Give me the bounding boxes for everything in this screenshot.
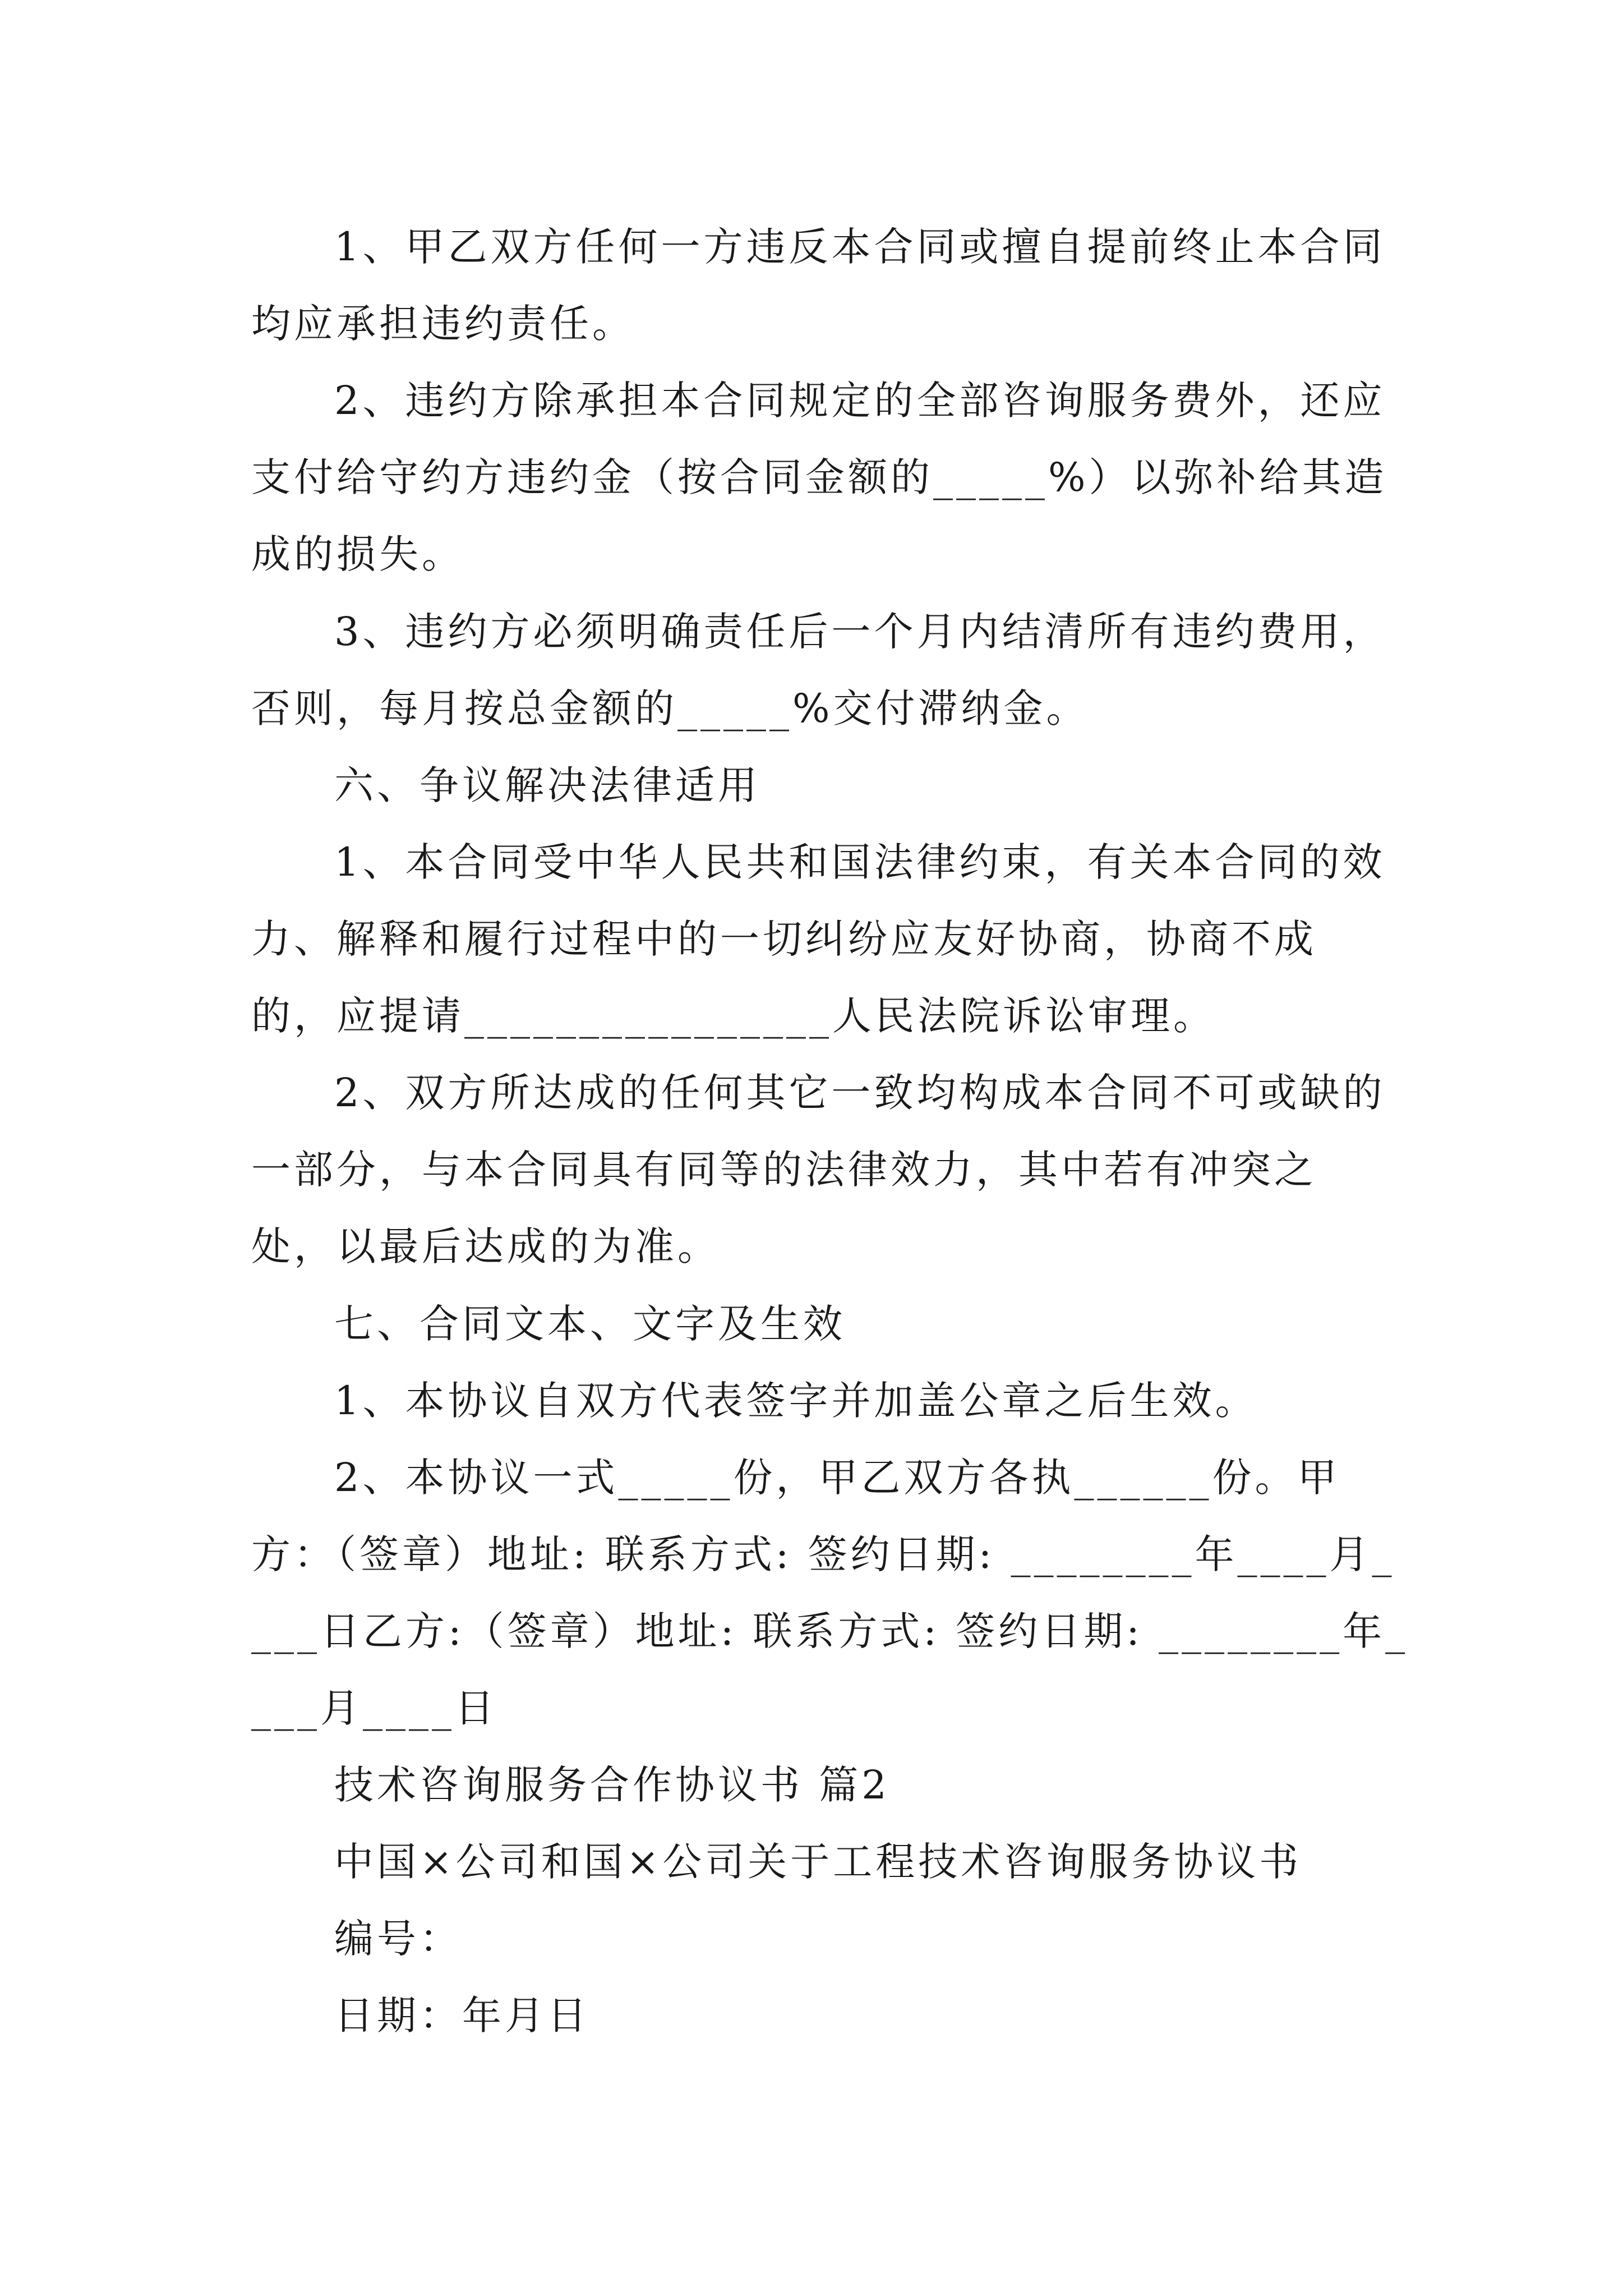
clause-copies-and-signatures: 2、本协议一式_____份，甲乙双方各执______份。甲方：（签章）地址: 联系方式: 签约日期: ________年____月____日乙方:（签章）地址: 联系方式: 签约日期: ________年____月____日 <box>251 1455 1409 1731</box>
serial-number-label: 编号： <box>334 1916 462 1962</box>
section-heading-effectiveness: 七、合同文本、文字及生效 <box>334 1301 846 1347</box>
clause-breach-liability: 1、甲乙双方任何一方违反本合同或擅自提前终止本合同均应承担违约责任。 <box>251 224 1386 347</box>
clause-late-fee: 3、违约方必须明确责任后一个月内结清所有违约费用，否则，每月按总金额的_____%交付滞纳金。 <box>251 609 1386 731</box>
clause-governing-law: 1、本合同受中华人民共和国法律约束，有关本合同的效力、解释和履行过程中的一切纠纷应友好协商，协商不成的，应提请________________人民法院诉讼审理。 <box>251 839 1386 1039</box>
date-label: 日期：年月日 <box>334 1993 590 2039</box>
clause-liquidated-damages: 2、违约方除承担本合同规定的全部咨询服务费外，还应支付给守约方违约金（按合同金额的_____%）以弥补给其造成的损失。 <box>251 378 1387 577</box>
clause-effective-date: 1、本协议自双方代表签字并加盖公章之后生效。 <box>334 1378 1258 1424</box>
article-title: 技术咨询服务合作协议书 篇2 <box>334 1762 890 1808</box>
section-heading-dispute: 六、争议解决法律适用 <box>334 762 760 808</box>
clause-other-agreements: 2、双方所达成的任何其它一致均构成本合同不可或缺的一部分，与本合同具有同等的法律效力，其中若有冲突之处，以最后达成的为准。 <box>251 1070 1386 1269</box>
agreement-title: 中国×公司和国×公司关于工程技术咨询服务协议书 <box>334 1839 1302 1885</box>
